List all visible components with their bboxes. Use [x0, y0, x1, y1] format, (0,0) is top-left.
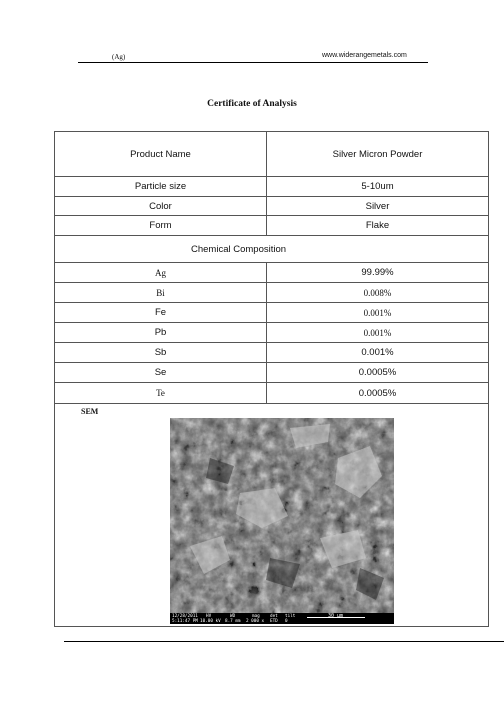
sem-tilt-header: tilt — [285, 613, 296, 619]
element-value: 99.99% — [267, 263, 489, 283]
header-element-symbol: (Ag) — [112, 53, 126, 61]
table-row — [55, 383, 489, 404]
sem-det-header: det — [270, 613, 278, 619]
row-label: Form — [55, 216, 267, 236]
element-value: 0.0005% — [267, 363, 489, 383]
sem-cell — [55, 404, 489, 627]
sem-scale-label: 30 µm — [328, 612, 344, 619]
table-row — [55, 363, 489, 383]
sem-date: 12/28/2011 — [172, 613, 198, 619]
table-row — [55, 323, 489, 343]
row-label: Product Name — [55, 132, 267, 177]
element-name: Bi — [55, 283, 267, 303]
sem-time: 5:11:47 PM — [172, 618, 198, 624]
table-row — [55, 303, 489, 323]
element-value: 0.008% — [267, 283, 489, 303]
element-name: Sb — [55, 343, 267, 363]
sem-label: SEM — [81, 407, 99, 416]
table-row — [55, 197, 489, 216]
sem-det: ETD — [270, 618, 278, 624]
row-value: Silver Micron Powder — [267, 132, 489, 177]
sem-mag: 2 000 x — [246, 618, 265, 624]
footer-divider — [64, 641, 504, 642]
sem-wd: 8.7 mm — [225, 618, 241, 624]
element-name: Pb — [55, 323, 267, 343]
sem-databar — [170, 613, 394, 624]
row-value: 5-10um — [267, 177, 489, 197]
table-row — [55, 343, 489, 363]
table-row — [55, 236, 489, 263]
header-divider — [78, 62, 428, 63]
element-value: 0.001% — [267, 343, 489, 363]
table-row — [55, 283, 489, 303]
section-heading: Chemical Composition — [55, 236, 489, 263]
row-label: Color — [55, 197, 267, 216]
table-row — [55, 177, 489, 197]
element-name: Fe — [55, 303, 267, 323]
page-title: Certificate of Analysis — [207, 99, 297, 109]
sem-micrograph — [170, 418, 394, 624]
table-row — [55, 132, 489, 177]
table-row — [55, 216, 489, 236]
element-value: 0.0005% — [267, 383, 489, 404]
sem-wd-header: WD — [230, 613, 236, 619]
element-value: 0.001% — [267, 303, 489, 323]
element-name: Ag — [55, 263, 267, 283]
row-value: Silver — [267, 197, 489, 216]
certificate-table — [54, 131, 489, 627]
table-row — [55, 263, 489, 283]
sem-image — [170, 418, 394, 613]
sem-hv: 10.00 kV — [200, 618, 221, 624]
sem-mag-header: mag — [252, 613, 260, 619]
table-row — [55, 404, 489, 627]
row-value: Flake — [267, 216, 489, 236]
row-label: Particle size — [55, 177, 267, 197]
sem-tilt: 0 — [285, 618, 288, 624]
element-value: 0.001% — [267, 323, 489, 343]
element-name: Te — [55, 383, 267, 404]
element-name: Se — [55, 363, 267, 383]
header-website: www.widerangemetals.com — [322, 52, 407, 59]
sem-hv-header: HV — [206, 613, 212, 619]
